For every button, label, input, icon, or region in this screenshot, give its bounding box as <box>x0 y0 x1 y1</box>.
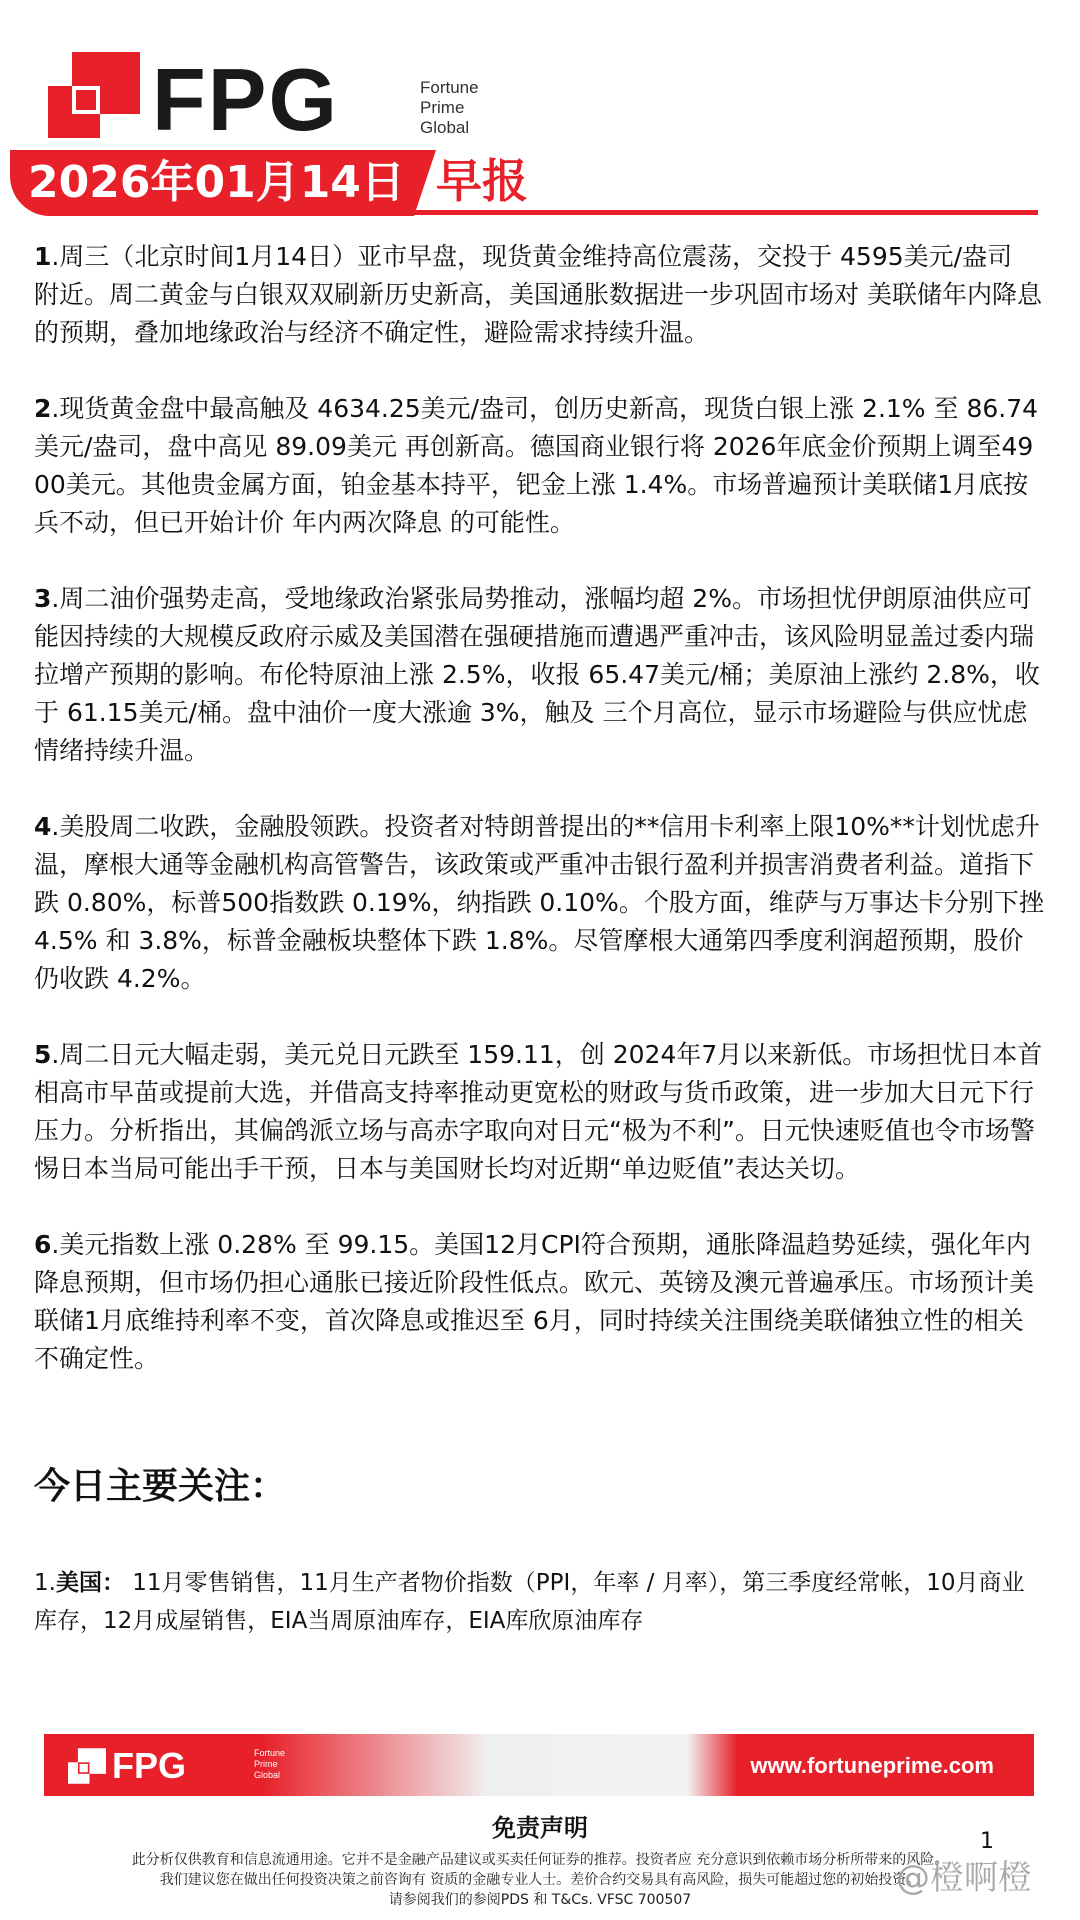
fpg-logo <box>48 48 479 149</box>
logo-tagline-line: Fortune <box>420 78 479 97</box>
report-date: 2026年01月14日 <box>28 157 405 208</box>
news-paragraph <box>34 1226 1044 1378</box>
disclaimer-text <box>40 1850 1040 1910</box>
header-divider <box>400 210 1038 215</box>
footer-logo <box>68 1746 288 1786</box>
website-link[interactable]: www.fortuneprime.com <box>750 1753 994 1778</box>
news-paragraph <box>34 1036 1044 1188</box>
focus-item <box>34 1564 1044 1640</box>
paragraph-number: 5 <box>34 1040 52 1069</box>
footer-logo-wordmark: FPG <box>112 1745 187 1786</box>
paragraph-number: 2 <box>34 394 52 423</box>
logo-tagline <box>420 78 479 138</box>
news-paragraph <box>34 808 1044 998</box>
logo-wordmark: FPG <box>152 50 339 149</box>
disclaimer-heading: 免责声明 <box>492 1814 588 1842</box>
news-paragraph <box>34 580 1044 770</box>
paragraph-text: .周二油价强势走高，受地缘政治紧张局势推动，涨幅均超 2%。市场担忧伊朗原油供应可能因持续的大规模反政府示威及美国潜在强硬措施而遭遇严重冲击，该风险明显盖过委内瑞拉增产预期的影响。布伦特原油上涨 2.5%，收报 65.47美元/桶；美原油上涨约 2.8%，收于 61.15美元/桶。盘中油价一度大涨逾 3%，触及 三个月高位，显示市场避险与供应忧虑情绪持续升温。 <box>34 584 1040 765</box>
paragraph-number: 6 <box>34 1230 52 1259</box>
logo-tagline-line: Global <box>420 118 470 137</box>
paragraph-number: 1 <box>34 242 52 271</box>
paragraph-text: .现货黄金盘中最高触及 4634.25美元/盎司，创历史新高，现货白银上涨 2.1% 至 86.74美元/盎司，盘中高见 89.09美元 再创新高。德国商业银行将 2026年底金价预期上调至4900美元。其他贵金属方面，铂金基本持平，钯金上涨 1.4%。市场普遍预计美联储1月底按兵不动，但已开始计价 年内两次降息 的可能性。 <box>34 394 1039 537</box>
disclaimer-line: 此分析仅供教育和信息流通用途。它并不是金融产品建议或买卖任何证券的推荐。投资者应 充分意识到依赖市场分析所带来的风险。 <box>131 1852 949 1868</box>
disclaimer-line: 我们建议您在做出任何投资决策之前咨询有 资质的金融专业人士。差价合约交易具有高风险，损失可能超过您的初始投资。 <box>159 1872 921 1888</box>
paragraph-text: .周二日元大幅走弱，美元兑日元跌至 159.11，创 2024年7月以来新低。市场担忧日本首相高市早苗或提前大选，并借高支持率推动更宽松的财政与货币政策，进一步加大日元下行压力。分析指出，其偏鸽派立场与高赤字取向对日元“极为不利”。日元快速贬值也令市场警惕日本当局可能出手干预，日本与美国财长均对近期“单边贬值”表达关切。 <box>34 1040 1043 1183</box>
paragraph-number: 4 <box>34 812 52 841</box>
fpg-logo-mark-icon <box>68 1748 106 1784</box>
paragraph-number: 3 <box>34 584 52 613</box>
focus-item-text: 11月零售销售，11月生产者物价指数（PPI，年率 / 月率），第三季度经常帐，10月商业库存，12月成屋销售，EIA当周原油库存，EIA库欣原油库存 <box>34 1570 1025 1634</box>
logo-tagline-line: Prime <box>420 98 465 117</box>
news-list <box>34 238 1044 1416</box>
focus-item-label: 美国： <box>55 1570 125 1596</box>
date-banner <box>10 150 414 216</box>
paragraph-text: .美股周二收跌，金融股领跌。投资者对特朗普提出的**信用卡利率上限10%**计划忧虑升温，摩根大通等金融机构高管警告，该政策或严重冲击银行盈利并损害消费者利益。道指下跌 0.80%，标普500指数跌 0.19%，纳指跌 0.10%。个股方面，维萨与万事达卡分别下挫 4.5% 和 3.8%，标普金融板块整体下跌 1.8%。尽管摩根大通第四季度利润超预期，股价仍收跌 4.2%。 <box>34 812 1044 993</box>
news-paragraph <box>34 238 1044 352</box>
watermark: @橙啊橙 <box>896 1858 1032 1898</box>
focus-heading: 今日主要关注： <box>34 1466 287 1507</box>
paragraph-text: .周三（北京时间1月14日）亚市早盘，现货黄金维持高位震荡，交投于 4595美元/盎司 附近。周二黄金与白银双双刷新历史新高，美国通胀数据进一步巩固市场对 美联储年内降息 的预期，叠加地缘政治与经济不确定性，避险需求持续升温。 <box>34 242 1042 347</box>
disclaimer-line: 请参阅我们的参阅PDS 和 T&Cs. VFSC 700507 <box>388 1892 692 1908</box>
news-paragraph <box>34 390 1044 542</box>
page-number: 1 <box>980 1829 994 1854</box>
fpg-logo-mark-icon <box>48 52 140 138</box>
focus-item-number: 1. <box>34 1570 56 1596</box>
footer-banner <box>44 1734 1034 1796</box>
footer-tagline-line: Global <box>254 1770 281 1780</box>
footer-logo-tagline <box>254 1748 285 1781</box>
report-type-title: 早报 <box>436 154 528 208</box>
footer-tagline-line: Fortune <box>254 1748 286 1758</box>
footer-tagline-line: Prime <box>254 1759 278 1769</box>
paragraph-text: .美元指数上涨 0.28% 至 99.15。美国12月CPI符合预期，通胀降温趋势延续，强化年内降息预期，但市场仍担心通胀已接近阶段性低点。欧元、英镑及澳元普遍承压。市场预计美联储1月底维持利率不变，首次降息或推迟至 6月，同时持续关注围绕美联储独立性的相关不确定性。 <box>34 1230 1035 1373</box>
